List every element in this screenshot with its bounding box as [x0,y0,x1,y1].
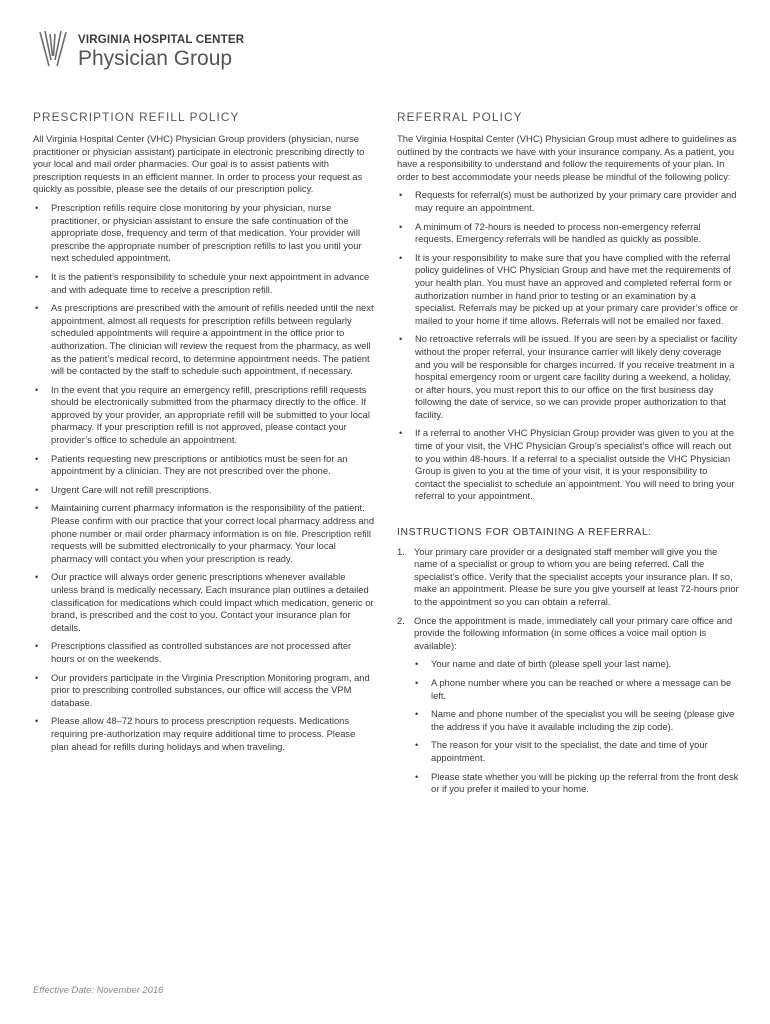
list-item: • It is your responsibility to make sure that you have complied with the referral policy guidelines of VHC Physician Group and have met the requirements of your health plan. You must have an approved and completed referral form or authorization number in hand prior to testing or an examination by a specialist. Referrals may be picked up at your primary care provider’s office or mailed to your home if time allows. Referrals will not be emailed nor faxed. [397,252,739,328]
prescription-policy-intro: All Virginia Hospital Center (VHC) Physician Group providers (physician, nurse practitioner or physician assistant) participate in electronic prescribing directly to your local and mail order pharmacies. Our goal is to assist patients with prescription requests in an efficient manner. In order to process your request as quickly as possible, please see the details of our prescription policy. [33,133,365,195]
org-name-top: VIRGINIA HOSPITAL CENTER [78,34,245,46]
effective-date: Effective Date: November 2016 [33,984,164,995]
prescription-policy-list [33,202,375,753]
list-item: • As prescriptions are prescribed with the amount of refills needed until the next appointment, almost all requests for prescription refills between regularly scheduled appointments will require a appointment in the office prior to authorization. The clinician will review the request from the pharmacy, as well as the patient’s medical record, to determine appointment needs. The patient will be contacted by the staff to schedule such appointment, if necessary. [33,302,375,378]
org-name-bottom: Physician Group [78,47,233,70]
prescription-policy-column [33,110,375,759]
list-item: • Patients requesting new prescriptions or antibiotics must be seen for an appointment by a clinician. They are not prescribed over the phone. [33,453,375,478]
instruction-step [397,546,739,609]
sub-list-item: • Name and phone number of the specialist you will be seeing (please give the address if you have it available including the zip code). [414,708,739,733]
list-item: • A minimum of 72-hours is needed to process non-emergency referral requests. Emergency referrals will be handled as quickly as possible. [397,221,739,246]
list-item: • If a referral to another VHC Physician Group provider was given to you at the time of your visit, the VHC Physician Group’s specialist’s office will reach out to you within 48-hours. If a referral to a specialist outside the VHC Physician Group is given to you at the time of your visit, it is your responsibility to contact the specialist to schedule an appointment. You will need to bring your referral to your appointment. [397,427,739,503]
referral-instructions-steps [397,546,739,796]
list-item: • Please allow 48–72 hours to process prescription requests. Medications requiring pre-authorization may require additional time to process. Please plan ahead for refills during holidays and when traveling. [33,715,375,753]
list-item: • In the event that you require an emergency refill, prescriptions refill requests should be electronically submitted from the pharmacy directly to the office. If approved by your provider, an appropriate refill will be submitted to your local pharmacy. If your prescription refill is not approved, please contact your provider’s office to schedule an appointment. [33,384,375,447]
vhc-logo-mark-icon [38,30,68,70]
referral-policy-intro: The Virginia Hospital Center (VHC) Physician Group must adhere to guidelines as outlined by the contracts we have with your insurance company. As a patient, you have a responsibility to understand and follow the requirements of your plan. In order to best accommodate your needs please be mindful of the following policy: [397,133,737,182]
list-item: • It is the patient’s responsibility to schedule your next appointment in advance and with adequate time to receive a prescription refill. [33,271,375,296]
referral-policy-list [397,189,739,503]
list-item: • No retroactive referrals will be issued. If you are seen by a specialist or facility without the proper referral, your insurance carrier will likely deny coverage and you will be responsible for charges incurred. If you receive treatment in a hospital emergency room or urgent care facility during a weekend, a holiday, or after hours, you must report this to our office on the first business day following the date of service, so we can provide proper authorization to that facility. [397,333,739,421]
list-item: • Our practice will always order generic prescriptions whenever available unless brand is medically necessary. Each insurance plan outlines a detailed classification for medications which could impact which medication, generic or brand, is prescribed and the cost to you. Contact your insurance plan for details. [33,571,375,634]
list-item: • Urgent Care will not refill prescriptions. [33,484,375,497]
list-item: • Our providers participate in the Virginia Prescription Monitoring program, and prior to prescribing controlled substances, our office will access the VPM database. [33,672,375,710]
step-text: Once the appointment is made, immediately call your primary care office and provide the following information (in some offices a voice mail option is available): [414,614,733,651]
prescription-policy-title: PRESCRIPTION REFILL POLICY [33,110,240,124]
referral-policy-title: REFERRAL POLICY [397,110,523,124]
list-item: • Prescription refills require close monitoring by your physician, nurse practitioner, or physician assistant to ensure the safe continuation of the appropriate dose, frequency and term of that medication. Your provider will prescribe the appropriate number of prescription refills to last you until your next scheduled appointment. [33,202,375,265]
step-sub-list [414,658,739,795]
header-logo [38,30,244,70]
sub-list-item: • A phone number where you can be reached or where a message can be left. [414,677,739,702]
list-item: • Maintaining current pharmacy information is the responsibility of the patient. Please confirm with our practice that your correct local pharmacy address and phone number or mail order pharmacy information is on file. Prescription refill requests will be submitted electronically to your pharmacy. Your local pharmacy will contact you when your prescription is ready. [33,502,375,565]
step-number: 2. [397,614,405,626]
sub-list-item: • Please state whether you will be picking up the referral from the front desk or if you prefer it mailed to your home. [414,771,739,796]
referral-instructions-title: INSTRUCTIONS FOR OBTAINING A REFERRAL: [397,527,652,539]
list-item: • Prescriptions classified as controlled substances are not processed after hours or on the weekends. [33,640,375,665]
step-text: Your primary care provider or a designated staff member will give you the name of a specialist or group to whom you are being referred. Call the specialist’s office. Verify that the specialist accepts your insurance plan. If so, make an appointment. Please be sure you give yourself at least 72-hours prior to the appointment so you can obtain a referral. [414,545,739,607]
instruction-step [397,615,739,796]
step-number: 1. [397,545,405,557]
list-item: • Requests for referral(s) must be authorized by your primary care provider and may require an appointment. [397,189,739,214]
referral-policy-column [397,110,739,802]
sub-list-item: • The reason for your visit to the specialist, the date and time of your appointment. [414,739,739,764]
sub-list-item: • Your name and date of birth (please spell your last name). [414,658,739,671]
